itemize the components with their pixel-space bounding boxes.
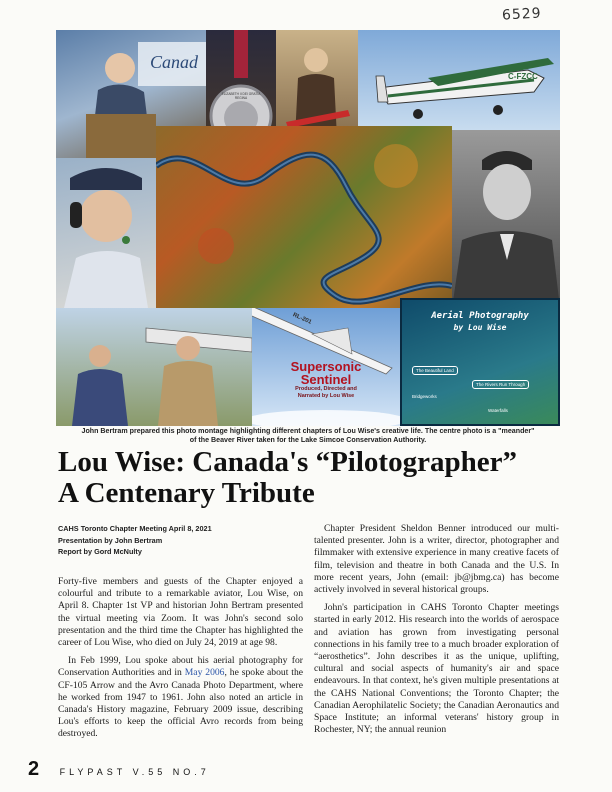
supersonic-credit-line1: Produced, Directed and <box>295 386 357 392</box>
aerial-label-waterfalls: Waterfalls <box>488 408 508 413</box>
men-aircraft-illustration <box>56 308 252 426</box>
aerial-label-beautiful-land: The Beautiful Land <box>412 366 458 375</box>
aerial-label-rivers: The Rivers Run Through <box>472 380 529 389</box>
article-column-right <box>314 523 559 742</box>
paragraph-right-2: John's participation in CAHS Toronto Chapter meetings started in early 2012. His research into the worlds of aerospace and aviation has grown from investigating personal connections in his family tree to a much broader exploration of “aerosthetics”. John describes it as the unique, uplifting, cultural and social aspects of humanity's air and space endeavours. In that context, he's given multiple presentations at the CAHS National Conventions; the Toronto Chapter; the Canadian Aerophilatelic Society; the Canadian Aeronautics and Space Institute; an informal veterans' history group in Rochester, NY; the annual reunion <box>314 602 559 736</box>
may-2006-link[interactable]: May 2006 <box>184 667 225 679</box>
photo-man-headset <box>56 158 156 308</box>
paragraph-left-2-end: , he spoke about the CF-105 Arrow and the Avro Canada Photo Department, where he worked from 1947 to 1961. John also noted an article in Canada's History magazine, February 2009 issue, describing Lou's efforts to keep the official Avro records from being destroyed. <box>58 667 303 740</box>
meeting-line: CAHS Toronto Chapter Meeting April 8, 2021 <box>58 524 212 533</box>
page-footer <box>28 758 210 781</box>
article-title <box>58 447 578 509</box>
supersonic-credit-line2: Narrated by Lou Wise <box>297 393 355 399</box>
caption-line2: of the Beaver River taken for the Lake Simcoe Conservation Authority. <box>189 436 427 444</box>
photo-light-aircraft <box>358 30 560 130</box>
film-card-aerial-photography <box>400 298 560 426</box>
airman-illustration <box>452 130 560 308</box>
headset-illustration <box>56 158 156 308</box>
paragraph-right-1: Chapter President Sheldon Benner introduced our multi-talented presenter. John is a writer, director, photographer and filmmaker with extensive experience in many creative facets of film, television and theatre in both Canada and the U.S. In more recent years, John (email: jb@jbmg.ca) has become actively involved in several historical groups. <box>314 523 559 596</box>
river-meander-illustration <box>156 126 452 308</box>
photo-montage <box>56 30 560 426</box>
paragraph-left-2-start: In Feb 1999, Lou spoke about his aerial photography for Conservation Authorities and in <box>58 655 303 679</box>
handwritten-page-note: 6529 <box>501 5 543 24</box>
photo-river-meander <box>156 126 452 308</box>
aircraft-registration: C-FZCC <box>508 72 538 81</box>
supersonic-title-line1: Supersonic <box>290 359 362 374</box>
paragraph-left-1: Forty-five members and guests of the Chapter enjoyed a colourful and tribute to a remarkable aviator, Lou Wise, on April 8. Chapter 1st VP and historian John Bertram presented the virtual meeting via Zoom. It was John's second solo presentation and the third time the Chapter has highlighted the career of Lou Wise, who died on July 24, 2019 at age 98. <box>58 576 303 649</box>
article-title-line1: Lou Wise: Canada's “Pilotographer” <box>58 446 517 478</box>
supersonic-title <box>252 360 400 400</box>
article-title-line2: A Centenary Tribute <box>58 477 315 509</box>
page-number: 2 <box>28 758 40 780</box>
reporter-line: Report by Gord McNulty <box>58 547 142 556</box>
montage-caption <box>58 427 558 445</box>
coin-legend: ELIZABETH II DEI GRATIA REGINA <box>221 92 261 100</box>
publication-name: FLYPAST V.55 NO.7 <box>59 767 210 777</box>
photo-airman-portrait <box>452 130 560 308</box>
presenter-line: Presentation by John Bertram <box>58 535 163 545</box>
photo-men-by-aircraft <box>56 308 252 426</box>
article-byline <box>58 523 303 558</box>
aerial-title-line2: by Lou Wise <box>453 323 507 332</box>
supersonic-title-line2: Sentinel <box>300 372 352 387</box>
aerial-title-line1: Aerial Photography <box>431 311 529 321</box>
banner-text: Canad <box>150 52 199 72</box>
caption-line1: John Bertram prepared this photo montage highlighting different chapters of Lou Wise's creative life. The centre photo is a "meander" <box>81 427 535 435</box>
paragraph-left-2 <box>58 655 303 740</box>
film-card-supersonic-sentinel <box>252 308 400 426</box>
aerial-label-bridgeworks: Bridgeworks <box>412 394 437 399</box>
aerial-title <box>402 310 558 334</box>
article-column-left <box>58 576 303 747</box>
jet-marking: RL-201 <box>291 312 313 326</box>
